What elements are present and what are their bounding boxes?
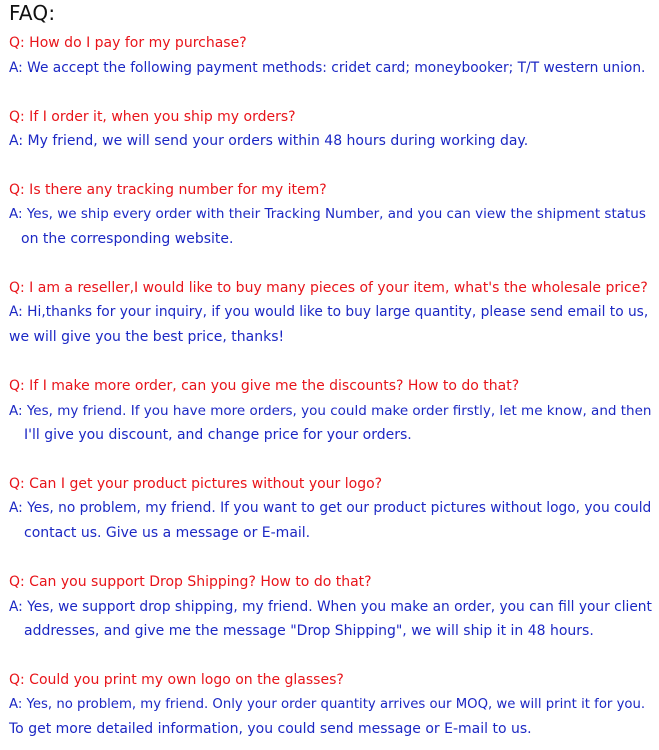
faq-answer-line: we will give you the best price, thanks! xyxy=(9,329,285,345)
faq-answer-line: I'll give you discount, and change price for your orders. xyxy=(24,427,412,443)
faq-answer-line: A: Yes, no problem, my friend. If you want to get our product pictures without logo, you could xyxy=(9,500,652,516)
faq-answer-line: A: Yes, we support drop shipping, my friend. When you make an order, you can fill your client xyxy=(9,599,652,615)
faq-answer-line: To get more detailed information, you could send message or E-mail to us. xyxy=(9,721,532,737)
faq-question: Q: I am a reseller,I would like to buy many pieces of your item, what's the wholesale price? xyxy=(9,280,648,296)
faq-question: Q: Can I get your product pictures without your logo? xyxy=(9,476,383,492)
faq-question: Q: Could you print my own logo on the glasses? xyxy=(9,672,344,688)
faq-answer-line: on the corresponding website. xyxy=(21,231,234,247)
faq-answer-line: A: Hi,thanks for your inquiry, if you would like to buy large quantity, please send email to us, xyxy=(9,304,649,320)
faq-answer-line: A: We accept the following payment methods: cridet card; moneybooker; T/T western union. xyxy=(9,60,646,76)
page-title: FAQ: xyxy=(9,1,56,25)
faq-answer-line: A: Yes, we ship every order with their Tracking Number, and you can view the shipment status xyxy=(9,206,646,222)
faq-answer-line: A: Yes, no problem, my friend. Only your order quantity arrives our MOQ, we will print it for you. xyxy=(9,697,646,712)
faq-question: Q: If I order it, when you ship my orders? xyxy=(9,109,296,125)
faq-question: Q: Is there any tracking number for my item? xyxy=(9,182,327,198)
faq-answer-line: A: My friend, we will send your orders within 48 hours during working day. xyxy=(9,133,529,149)
faq-answer-line: contact us. Give us a message or E-mail. xyxy=(24,525,311,541)
faq-question: Q: Can you support Drop Shipping? How to do that? xyxy=(9,574,372,590)
faq-question: Q: How do I pay for my purchase? xyxy=(9,35,247,51)
faq-answer-line: addresses, and give me the message "Drop Shipping", we will ship it in 48 hours. xyxy=(24,623,594,639)
faq-question: Q: If I make more order, can you give me the discounts? How to do that? xyxy=(9,378,520,394)
faq-answer-line: A: Yes, my friend. If you have more orders, you could make order firstly, let me know, and then xyxy=(9,403,652,419)
